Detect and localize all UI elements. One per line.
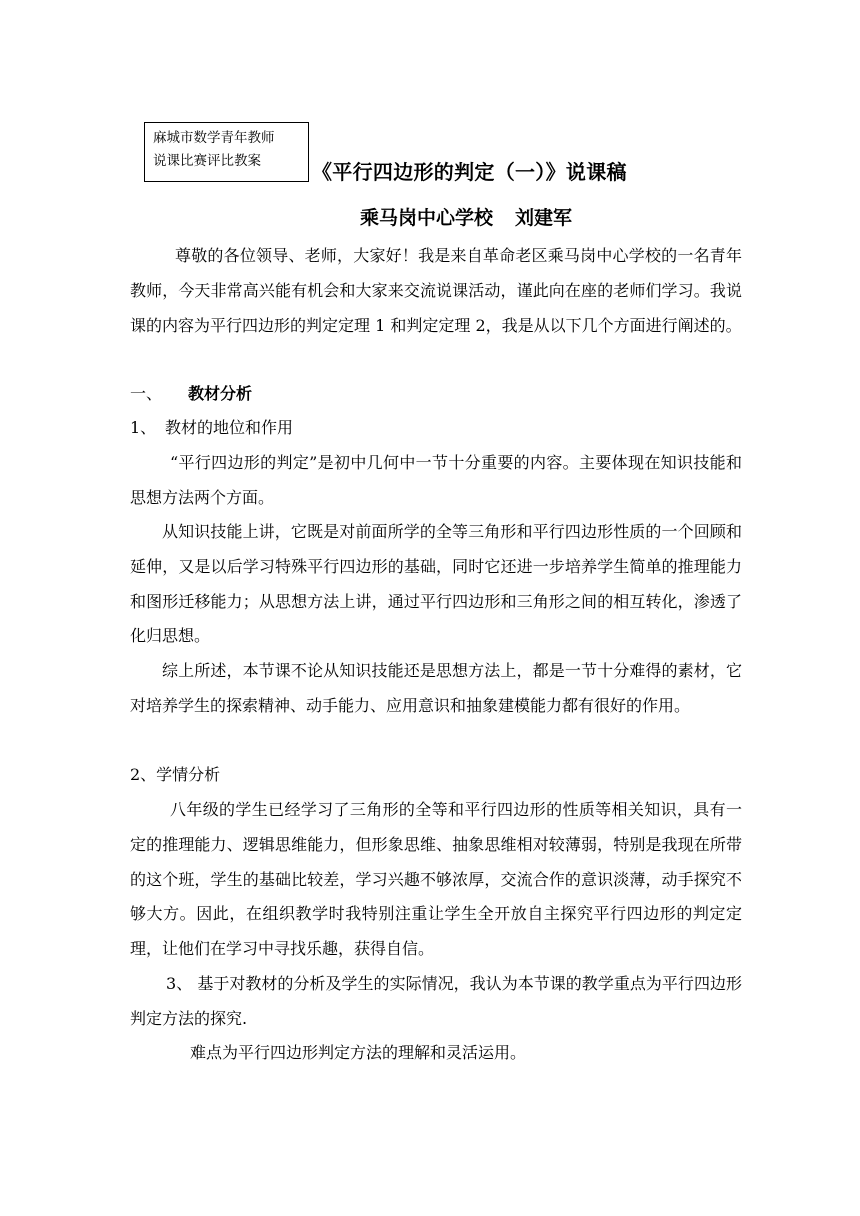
label-line-1: 麻城市数学青年教师 (153, 130, 275, 146)
section-title: 教材分析 (188, 384, 253, 403)
paragraph-role-1: “平行四边形的判定”是初中几何中一节十分重要的内容。主要体现在知识技能和思想方法两个方面。 (130, 453, 742, 507)
paragraph-student-analysis: 八年级的学生已经学习了三角形的全等和平行四边形的性质等相关知识，具有一定的推理能力、逻辑思维能力，但形象思维、抽象思维相对较薄弱，特别是我现在所带的这个班，学生的基础比较差，学习兴趣不够浓厚，交流合作的意识淡薄，动手探究不够大方。因此，在组织教学时我特别注重让学生全开放自主探究平行四边形的判定定理，让他们在学习中寻找乐趣，获得自信。 (130, 800, 742, 959)
intro-paragraph: 尊敬的各位领导、老师，大家好！我是来自革命老区乘马岗中心学校的一名青年教师，今天非常高兴能有机会和大家来交流说课活动，谨此向在座的老师们学习。我说课的内容为平行四边形的判定定理 1 和判定定理 2，我是从以下几个方面进行阐述的。 (130, 246, 742, 335)
subsection-heading-2: 2、学情分析 (130, 765, 221, 784)
paragraph-difficulty: 难点为平行四边形判定方法的理解和灵活运用。 (190, 1043, 527, 1062)
author-line (360, 203, 572, 230)
section-number: 一、 (130, 384, 163, 403)
subsection-heading-1 (130, 411, 293, 446)
author-name: 刘建军 (515, 207, 573, 229)
section-heading-1 (130, 377, 252, 412)
paragraph-role-2: 从知识技能上讲，它既是对前面所学的全等三角形和平行四边形性质的一个回顾和延伸，又是以后学习特殊平行四边形的基础，同时它还进一步培养学生简单的推理能力和图形迁移能力；从思想方法上讲，通过平行四边形和三角形之间的相互转化，渗透了化归思想。 (130, 522, 742, 646)
subsection-number: 1、 (130, 418, 157, 437)
paragraph-role-3: 综上所述，本节课不论从知识技能还是思想方法上，都是一节十分难得的素材，它对培养学生的探索精神、动手能力、应用意识和抽象建模能力都有很好的作用。 (130, 661, 742, 715)
subsection-title: 教材的地位和作用 (165, 418, 294, 437)
competition-label-box (144, 122, 309, 182)
paragraph-key-point: 3、 基于对教材的分析及学生的实际情况，我认为本节课的教学重点为平行四边形判定方法的探究. (130, 974, 742, 1028)
label-line-2: 说课比赛评比教案 (153, 153, 261, 169)
author-school: 乘马岗中心学校 (360, 207, 494, 229)
document-title: 《平行四边形的判定（一）》说课稿 (312, 160, 627, 184)
